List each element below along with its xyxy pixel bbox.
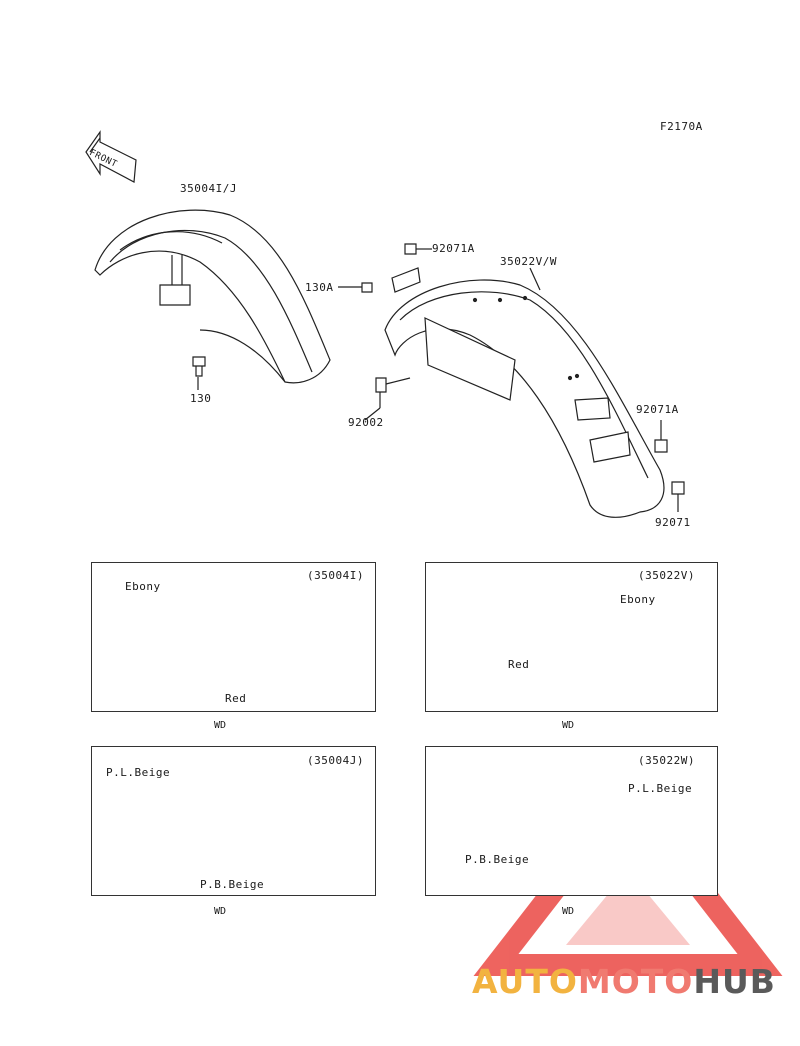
part-rear-fender: 35022V/W	[500, 255, 557, 268]
part-bolt-130: 130	[190, 392, 212, 405]
color-label-pb-beige: P.B.Beige	[200, 878, 265, 891]
color-label-ebony: Ebony	[620, 593, 656, 606]
market-code: WD	[214, 720, 227, 731]
color-label-pl-beige: P.L.Beige	[106, 766, 171, 779]
variant-code: (35022V)	[638, 569, 695, 582]
front-label: FRONT	[87, 148, 119, 170]
color-label-red: Red	[225, 692, 247, 705]
market-code: WD	[562, 906, 575, 917]
figure-code: F2170A	[660, 120, 703, 133]
part-bolt-130a: 130A	[305, 281, 334, 294]
watermark-auto: AUTO	[472, 962, 578, 1001]
watermark-moto: MOTO	[577, 962, 694, 1001]
market-code: WD	[562, 720, 575, 731]
watermark-hub: HUB	[693, 962, 776, 1001]
variant-box-35022w	[425, 746, 718, 896]
part-bolt-92002: 92002	[348, 416, 384, 429]
color-label-pb-beige: P.B.Beige	[465, 853, 530, 866]
market-code: WD	[214, 906, 227, 917]
variant-code: (35022W)	[638, 754, 695, 767]
part-nut-92071a-top: 92071A	[432, 242, 475, 255]
part-front-fender: 35004I/J	[180, 182, 237, 195]
part-nut-92071a-right: 92071A	[636, 403, 679, 416]
variant-code: (35004I)	[307, 569, 364, 582]
color-label-ebony: Ebony	[125, 580, 161, 593]
color-label-red: Red	[508, 658, 530, 671]
watermark-logo	[472, 962, 776, 1001]
rear-fender-drawing	[338, 244, 684, 517]
variant-code: (35004J)	[307, 754, 364, 767]
color-label-pl-beige: P.L.Beige	[628, 782, 693, 795]
front-fender-drawing	[95, 210, 330, 390]
part-nut-92071: 92071	[655, 516, 691, 529]
variant-box-35022v	[425, 562, 718, 712]
